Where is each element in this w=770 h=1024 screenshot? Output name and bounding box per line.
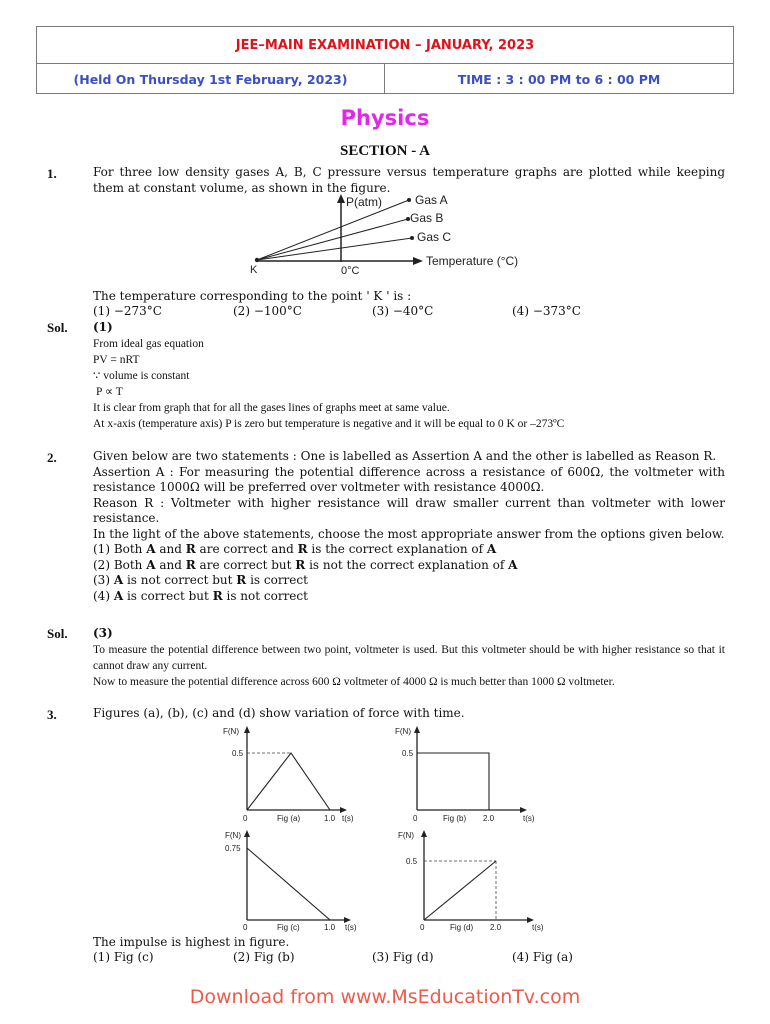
- question-2-number: 2.: [47, 450, 57, 465]
- q3-option-3: (3) Fig (d): [372, 950, 434, 964]
- fig-d-curve: [424, 861, 496, 920]
- q3-option-4: (4) Fig (a): [512, 950, 573, 964]
- exam-time: TIME : 3 : 00 PM to 6 : 00 PM: [457, 71, 661, 87]
- fig-a-y-label: F(N): [223, 727, 239, 736]
- fig-b-x-tick: 2.0: [483, 814, 495, 823]
- q1-option-2: (2) −100°C: [233, 304, 302, 318]
- fig-d-x-tick: 2.0: [490, 923, 502, 932]
- fig-c-graph: [215, 826, 365, 936]
- fig-c-caption: Fig (c): [277, 923, 300, 932]
- question-1-number: 1.: [47, 166, 57, 181]
- question-3-text: Figures (a), (b), (c) and (d) show variation of force with time.: [93, 706, 465, 720]
- fig-b-y-tick: 0.5: [402, 749, 414, 758]
- fig-c-y-label: F(N): [225, 831, 241, 840]
- fig-d-y-tick: 0.5: [406, 857, 418, 866]
- q2-sol-label: Sol.: [47, 626, 68, 641]
- fig-b-origin: 0: [413, 814, 418, 823]
- gas-c-end: [410, 236, 414, 240]
- fig-b-x-label: t(s): [523, 814, 535, 823]
- q1-option-3: (3) −40°C: [372, 304, 434, 318]
- fig-b-y-label: F(N): [395, 727, 411, 736]
- fig-c-y-tick: 0.75: [225, 844, 241, 853]
- q1-solution: [93, 336, 725, 432]
- p-axis-label: P(atm): [346, 195, 382, 209]
- q1-option-4: (4) −373°C: [512, 304, 581, 318]
- q2-solution-line: To measure the potential difference between two point, voltmeter is used. But this voltmeter should be with higher resistance so that it cannot draw any current.: [93, 644, 725, 672]
- p-axis-arrow: [337, 194, 345, 203]
- fig-c-curve: [247, 848, 330, 920]
- fig-b-curve: [417, 753, 489, 810]
- fig-a-origin: 0: [243, 814, 248, 823]
- fig-a-x-label: t(s): [342, 814, 354, 823]
- gas-a-label: Gas A: [415, 193, 448, 207]
- fig-d-y-label: F(N): [398, 831, 414, 840]
- fig-d-origin: 0: [420, 923, 425, 932]
- fig-a-graph: [215, 722, 355, 827]
- question-1-figure: [240, 190, 540, 280]
- q3-option-1: (1) Fig (c): [93, 950, 154, 964]
- q2-answer: (3): [93, 626, 113, 640]
- fig-a-y-tick: 0.5: [232, 749, 244, 758]
- exam-date: (Held On Thursday 1st February, 2023): [37, 64, 385, 94]
- fig-a-x-tick: 1.0: [324, 814, 336, 823]
- q1-solution-line: At x-axis (temperature axis) P is zero but temperature is negative and it will be equal to 0 K or –273ºC: [93, 418, 565, 430]
- gas-c-label: Gas C: [417, 230, 452, 244]
- q2-solution-line: Now to measure the potential difference across 600 Ω voltmeter of 4000 Ω is much better than 1000 Ω voltmeter.: [93, 676, 615, 688]
- q3-option-2: (2) Fig (b): [233, 950, 295, 964]
- exam-title: JEE–MAIN EXAMINATION – JANUARY, 2023: [235, 37, 535, 53]
- q2-solution: [93, 642, 725, 690]
- point-k-label: K: [250, 264, 258, 276]
- temp-axis-arrow: [413, 257, 423, 265]
- q1-solution-line: ∵ volume is constant: [93, 370, 190, 382]
- q2-option-2: (2) Both A and R are correct but R is not the correct explanation of A: [93, 557, 518, 572]
- q2-line: Given below are two statements : One is labelled as Assertion A and the other is labelled as Reason R.: [93, 449, 717, 463]
- q1-solution-line: P ∝ T: [96, 386, 123, 398]
- question-2-text: [93, 449, 725, 604]
- section-heading: SECTION - A: [339, 143, 431, 159]
- q1-solution-line: PV = nRT: [93, 354, 140, 366]
- q1-sol-label: Sol.: [47, 320, 68, 335]
- q1-option-1: (1) −273°C: [93, 304, 162, 318]
- q2-line: In the light of the above statements, choose the most appropriate answer from the options given below.: [93, 526, 725, 541]
- gas-a-end: [407, 198, 411, 202]
- origin-label: 0°C: [341, 265, 360, 277]
- q2-option-4: (4) A is correct but R is not correct: [93, 588, 308, 603]
- header-info-row: [37, 64, 733, 94]
- gas-b-label: Gas B: [410, 211, 444, 225]
- fig-c-origin: 0: [243, 923, 248, 932]
- header-title-row: [37, 27, 733, 64]
- gas-b-line: [257, 219, 408, 260]
- subject-title: Physics: [340, 106, 430, 130]
- q2-option-1: (1) Both A and R are correct and R is the correct explanation of A: [93, 542, 497, 556]
- fig-c-x-label: t(s): [345, 923, 357, 932]
- fig-d-caption: Fig (d): [450, 923, 474, 932]
- fig-a-curve: [247, 753, 330, 810]
- fig-d-graph: [392, 826, 552, 936]
- q2-option-3: (3) A is not correct but R is correct: [93, 573, 308, 587]
- fig-b-caption: Fig (b): [443, 814, 467, 823]
- q1-answer: (1): [93, 320, 113, 334]
- question-3-prompt: The impulse is highest in figure.: [93, 935, 290, 949]
- question-1-text: For three low density gases A, B, C pressure versus temperature graphs are plotted while keeping them at constant volume, as shown in the figure.: [93, 165, 725, 195]
- q1-solution-line: From ideal gas equation: [93, 338, 204, 350]
- temp-axis-label: Temperature (°C): [426, 254, 519, 268]
- fig-c-x-tick: 1.0: [324, 923, 336, 932]
- gas-a-line: [257, 200, 409, 260]
- q1-solution-line: It is clear from graph that for all the gases lines of graphs meet at same value.: [93, 402, 450, 414]
- fig-a-caption: Fig (a): [277, 814, 301, 823]
- q2-line: Reason R : Voltmeter with higher resistance will draw smaller current than voltmeter with lower resistance.: [93, 495, 725, 525]
- q2-line: Assertion A : For measuring the potential difference across a resistance of 600Ω, the voltmeter with resistance 1000Ω will be preferred over voltmeter with resistance 4000Ω.: [93, 464, 725, 494]
- question-1-prompt: The temperature corresponding to the point ' K ' is :: [93, 289, 412, 303]
- exam-header: [36, 26, 734, 94]
- gas-c-line: [257, 238, 412, 260]
- fig-b-graph: [385, 722, 545, 827]
- question-3-number: 3.: [47, 707, 57, 722]
- download-footer: Download from www.MsEducationTv.com: [189, 986, 581, 1008]
- fig-d-x-label: t(s): [532, 923, 544, 932]
